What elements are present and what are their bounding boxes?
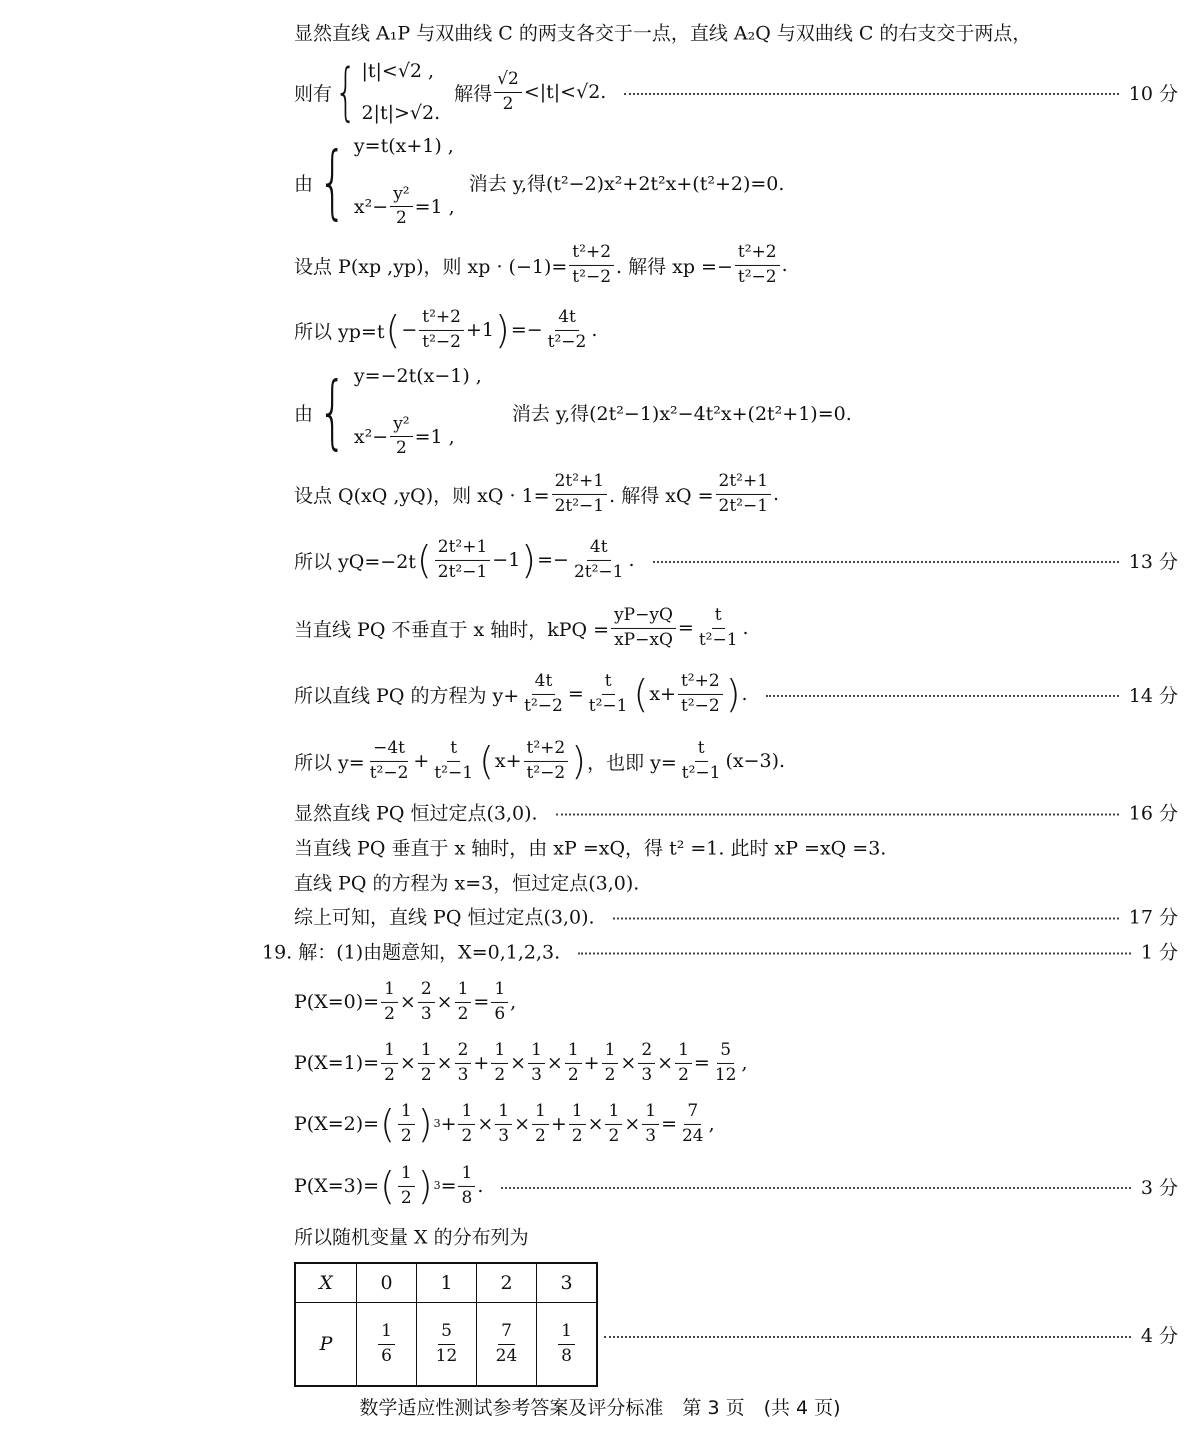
system-eq-2: x²− $\frac{\text{y²}}{2}$ =1 , (353, 413, 455, 459)
text-line: 直线 PQ 的方程为 x=3，恒过定点(3,0). (294, 872, 640, 895)
dot-leader (613, 917, 1119, 919)
text: 设点 Q(xQ ,yQ)，则 xQ · 1= (294, 484, 550, 507)
text: 所以 yQ=−2t (294, 550, 416, 573)
text: 由 (294, 402, 314, 425)
math-line: P(X=3)= ( $\frac{1}{2}$ ) 3 = $\frac{1}{8}$ . (294, 1162, 484, 1208)
table-cell: P (295, 1303, 357, 1387)
table-cell: $\frac{1}{6}$ (357, 1303, 417, 1387)
text: −1 (492, 549, 521, 571)
math-line: 当直线 PQ 不垂直于 x 轴时，kPQ = $\frac{yP-yQ}{xP-xQ}$ = $\frac{t}{\text{t²−1}}$ . (294, 604, 749, 650)
text-line: 所以随机变量 X 的分布列为 (294, 1226, 529, 1249)
text: <|t|<√2. (523, 81, 607, 103)
text: +1 (465, 319, 494, 341)
table-cell: $\frac{7}{24}$ (477, 1303, 537, 1387)
text: (x−3). (725, 750, 786, 772)
math-line: 则有 { |t|<√2 , 2|t|>√2. 解得 $\frac{√2}{2}$ <|t|<√2. (294, 55, 607, 128)
text: 解得 (454, 82, 493, 105)
text: = (567, 683, 584, 705)
dot-leader (604, 1336, 1131, 1338)
text-line: 当直线 PQ 垂直于 x 轴时，由 xP =xQ，得 t² =1. 此时 xP =xQ =3. (294, 837, 887, 860)
system-eq-1: y=−2t(x−1) , (353, 365, 482, 387)
text-line: 综上可知，直线 PQ 恒过定点(3,0). (294, 906, 595, 929)
text: P(X=1)= (294, 1052, 380, 1074)
math-line: 所以 yQ=−2t ( $\frac{\text{2t²+1}}{\text{2t²−1}}$ −1 ) =− $\frac{4t}{\text{2t²−1}}$ . (294, 536, 635, 582)
text-line: 显然直线 PQ 恒过定点(3,0). (294, 802, 538, 825)
text: . (781, 254, 788, 276)
text: . (773, 483, 780, 505)
score-label: 1 分 (1140, 941, 1178, 964)
math-line: P(X=1)= $\frac{1}{2}$ × $\frac{1}{2}$ × $\frac{2}{3}$ + $\frac{1}{2}$ × $\frac{1}{3}$ × $\frac{1}{2}$ + $\frac{1}{2}$ × $\frac{2}{3}$ × $\frac{1}{2}$ = $\frac{5}{12}$ , (294, 1039, 748, 1085)
text: x+ (649, 683, 676, 705)
dot-leader (501, 1187, 1131, 1189)
system-eq-1: y=t(x+1) , (353, 135, 454, 157)
text: P(X=3)= (294, 1175, 380, 1197)
table-cell: $\frac{1}{8}$ (537, 1303, 598, 1387)
dot-leader (624, 93, 1118, 95)
text: 则有 (294, 82, 333, 105)
dot-leader (578, 952, 1131, 954)
text: . (741, 683, 748, 705)
text: 所以 y= (294, 751, 365, 774)
table-cell: 1 (417, 1263, 477, 1303)
table-row (295, 1263, 597, 1303)
text: = (677, 617, 694, 639)
table-cell: 0 (357, 1263, 417, 1303)
math-line: P(X=2)= ( $\frac{1}{2}$ ) 3 + $\frac{1}{2}$ × $\frac{1}{3}$ × $\frac{1}{2}$ + $\frac{1}{2}$ × $\frac{1}{2}$ × $\frac{1}{3}$ = $\frac{7}{24}$ , (294, 1100, 715, 1146)
math-line (294, 365, 852, 459)
page-footer: 数学适应性测试参考答案及评分标准 第 3 页 (共 4 页) (359, 1397, 841, 1419)
question-heading: 19. 解：(1)由题意知，X=0,1,2,3. (262, 941, 561, 964)
table-row (295, 1303, 597, 1387)
dot-leader (556, 813, 1119, 815)
text: ，也即 y= (587, 751, 677, 774)
table-cell: 2 (477, 1263, 537, 1303)
score-label: 4 分 (1140, 1325, 1178, 1347)
dot-leader (766, 695, 1119, 697)
math-line (294, 135, 784, 229)
brace-icon: { (318, 135, 347, 228)
table-score-row (604, 1321, 1178, 1348)
text: . 解得 xp =− (616, 255, 733, 278)
math-line: 所以 yp=t ( − $\frac{\text{t²+2}}{\text{t²−2}}$ +1 ) =− $\frac{4t}{\text{t²−2}}$ . (294, 306, 598, 352)
table-cell: X (295, 1263, 357, 1303)
text: 由 (294, 172, 314, 195)
text: =− (510, 319, 543, 341)
brace-icon: { (318, 365, 347, 458)
text: 所以 yp=t (294, 320, 385, 343)
text: P(X=2)= (294, 1113, 380, 1135)
text: 所以直线 PQ 的方程为 y+ (294, 684, 520, 707)
text: . (628, 549, 635, 571)
text: =− (537, 549, 569, 571)
score-label: 16 分 (1128, 802, 1178, 825)
text: P(X=0)= (294, 991, 380, 1013)
distribution-table (294, 1262, 598, 1387)
system-eq-1: |t|<√2 , (361, 60, 435, 82)
math-line: P(X=0)= $\frac{1}{2}$ × $\frac{2}{3}$ × $\frac{1}{2}$ = $\frac{1}{6}$ , (294, 978, 517, 1024)
system-eq-2: x²− $\frac{\text{y²}}{2}$ =1 , (353, 183, 455, 229)
score-label: 14 分 (1128, 684, 1178, 707)
math-line: 设点 P(xp ,yp)，则 xp · (−1)= $\frac{\text{t²+2}}{\text{t²−2}}$ . 解得 xp =− $\frac{\text{t²+2}}{\text{t²−2}}$ . (294, 241, 788, 287)
score-label: 3 分 (1140, 1176, 1178, 1199)
dot-leader (653, 561, 1119, 563)
text: . (742, 617, 749, 639)
score-label: 13 分 (1128, 550, 1178, 573)
text-line: 显然直线 A₁P 与双曲线 C 的两支各交于一点，直线 A₂Q 与双曲线 C 的右支交于两点， (294, 22, 1032, 45)
text: 消去 y,得(t²−2)x²+2t²x+(t²+2)=0. (468, 172, 785, 195)
table-cell: 3 (537, 1263, 598, 1303)
score-label: 17 分 (1128, 906, 1178, 929)
text: 消去 y,得(2t²−1)x²−4t²x+(2t²+1)=0. (511, 402, 852, 425)
text: . 解得 xQ = (609, 484, 714, 507)
text: + (413, 750, 430, 772)
math-line: 设点 Q(xQ ,yQ)，则 xQ · 1= $\frac{\text{2t²+1}}{\text{2t²−1}}$ . 解得 xQ = $\frac{\text{2t²+1}}{\text{2t²−1}}$ . (294, 470, 780, 516)
text: 当直线 PQ 不垂直于 x 轴时，kPQ = (294, 618, 610, 641)
math-line: 所以直线 PQ 的方程为 y+ $\frac{4t}{\text{t²−2}}$ = $\frac{t}{\text{t²−1}}$ ( x+ $\frac{\text{t²+2}}{\text{t²−2}}$ ) . (294, 670, 748, 716)
score-label: 10 分 (1128, 82, 1178, 105)
table-cell: $\frac{5}{12}$ (417, 1303, 477, 1387)
math-line: 所以 y= $\frac{-4t}{\text{t²−2}}$ + $\frac{t}{\text{t²−1}}$ ( x+ $\frac{\text{t²+2}}{\text{t²−2}}$ ) ，也即 y= $\frac{t}{\text{t²−1}}$ (x−3). (294, 737, 786, 783)
text: 设点 P(xp ,yp)，则 xp · (−1)= (294, 255, 568, 278)
text: . (591, 319, 598, 341)
system-eq-2: 2|t|>√2. (361, 102, 441, 124)
text: x+ (494, 750, 522, 772)
brace-icon: { (334, 55, 357, 128)
